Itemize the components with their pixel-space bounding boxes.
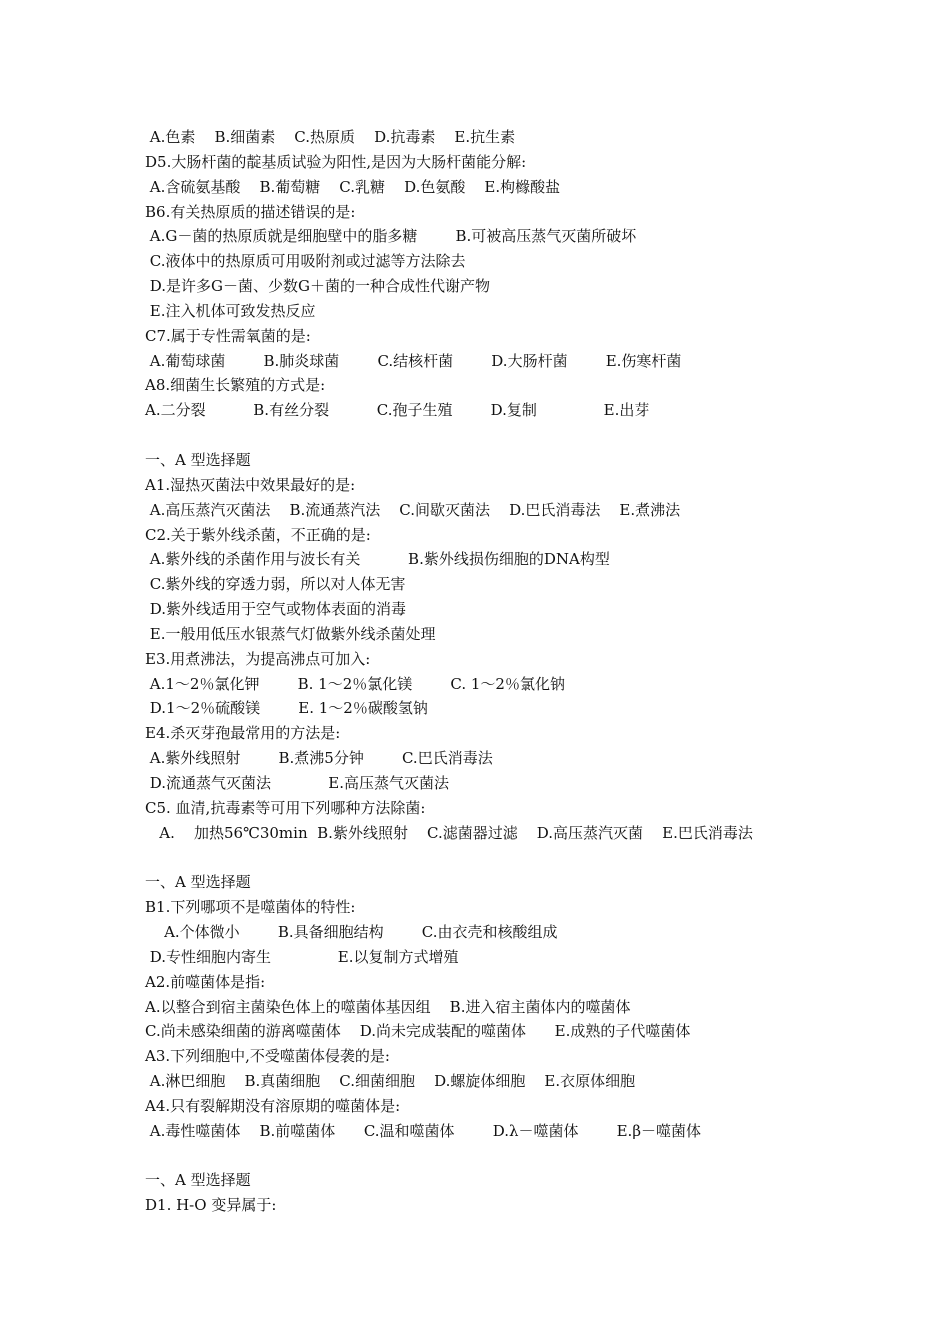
text-line: B6.有关热原质的描述错误的是: — [145, 202, 356, 221]
text-line: A.个体微小 B.具备细胞结构 C.由衣壳和核酸组成 — [145, 923, 558, 941]
text-line: E.一般用低压水银蒸气灯做紫外线杀菌处理 — [145, 624, 436, 643]
blank-line — [145, 845, 865, 870]
text-line: D.专性细胞内寄生 E.以复制方式增殖 — [145, 947, 459, 966]
text-line: A2.前噬菌体是指: — [145, 972, 266, 991]
text-line: A.葡萄球菌 B.肺炎球菌 C.结核杆菌 D.大肠杆菌 E.伤寒杆菌 — [145, 351, 682, 370]
text-line: B1.下列哪项不是噬菌体的特性: — [145, 898, 356, 917]
text-line: E.注入机体可致发热反应 — [145, 301, 316, 320]
text-line: 一、A 型选择题 — [145, 873, 251, 892]
text-line: C.尚未感染细菌的游离噬菌体 D.尚未完成装配的噬菌体 E.成熟的子代噬菌体 — [145, 1022, 691, 1041]
text-line: C7.属于专性需氧菌的是: — [145, 326, 311, 345]
text-line: D.是许多G－菌、少数G＋菌的一种合成性代谢产物 — [145, 277, 490, 296]
blank-line — [145, 423, 865, 448]
text-line: D.紫外线适用于空气或物体表面的消毒 — [145, 600, 407, 619]
text-line: A. 加热56℃30min B.紫外线照射 C.滤菌器过滤 D.高压蒸汽灭菌 E.巴氏消毒法 — [145, 823, 753, 842]
text-line: A3.下列细胞中,不受噬菌体侵袭的是: — [145, 1047, 390, 1066]
document-body — [145, 125, 865, 1218]
text-line: D.1～2％硫酸镁 E. 1～2％碳酸氢钠 — [145, 699, 428, 718]
text-line: A1.湿热灭菌法中效果最好的是: — [145, 475, 356, 494]
text-line: C.紫外线的穿透力弱，所以对人体无害 — [145, 575, 406, 594]
text-line: A.G－菌的热原质就是细胞壁中的脂多糖 B.可被高压蒸气灭菌所破坏 — [145, 227, 637, 246]
text-line: C2.关于紫外线杀菌，不正确的是: — [145, 525, 371, 544]
text-line: E3.用煮沸法，为提高沸点可加入: — [145, 649, 371, 668]
text-line: A.淋巴细胞 B.真菌细胞 C.细菌细胞 D.螺旋体细胞 E.衣原体细胞 — [145, 1072, 636, 1091]
text-line: 一、A 型选择题 — [145, 1171, 251, 1190]
text-line: A.紫外线照射 B.煮沸5分钟 C.巴氏消毒法 — [145, 749, 493, 768]
text-line: A.紫外线的杀菌作用与波长有关 B.紫外线损伤细胞的DNA构型 — [145, 550, 610, 569]
text-line: A.色素 B.细菌素 C.热原质 D.抗毒素 E.抗生素 — [145, 128, 516, 146]
text-line: E4.杀灭芽孢最常用的方法是: — [145, 724, 341, 743]
text-line: A.二分裂 B.有丝分裂 C.孢子生殖 D.复制 E.出芽 — [145, 401, 650, 420]
text-line: A.高压蒸汽灭菌法 B.流通蒸汽法 C.间歇灭菌法 D.巴氏消毒法 E.煮沸法 — [145, 500, 681, 519]
text-line: D5.大肠杆菌的靛基质试验为阳性,是因为大肠杆菌能分解: — [145, 152, 527, 171]
text-line: A.以整合到宿主菌染色体上的噬菌体基因组 B.进入宿主菌体内的噬菌体 — [145, 997, 631, 1016]
text-line: D.流通蒸气灭菌法 E.高压蒸气灭菌法 — [145, 773, 449, 792]
text-line: A8.细菌生长繁殖的方式是: — [145, 376, 326, 395]
text-line: C5. 血清,抗毒素等可用下列哪种方法除菌: — [145, 798, 426, 817]
text-line: 一、A 型选择题 — [145, 450, 251, 469]
text-line: D1. H-O 变异属于: — [145, 1196, 277, 1215]
text-line: A4.只有裂解期没有溶原期的噬菌体是: — [145, 1096, 401, 1115]
text-line: A.毒性噬菌体 B.前噬菌体 C.温和噬菌体 D.λ－噬菌体 E.β－噬菌体 — [145, 1121, 701, 1140]
blank-line — [145, 1144, 865, 1169]
text-line: A.含硫氨基酸 B.葡萄糖 C.乳糖 D.色氨酸 E.枸橼酸盐 — [145, 177, 561, 196]
text-line: A.1～2％氯化钾 B. 1～2％氯化镁 C. 1～2％氯化钠 — [145, 674, 565, 693]
text-line: C.液体中的热原质可用吸附剂或过滤等方法除去 — [145, 252, 466, 271]
